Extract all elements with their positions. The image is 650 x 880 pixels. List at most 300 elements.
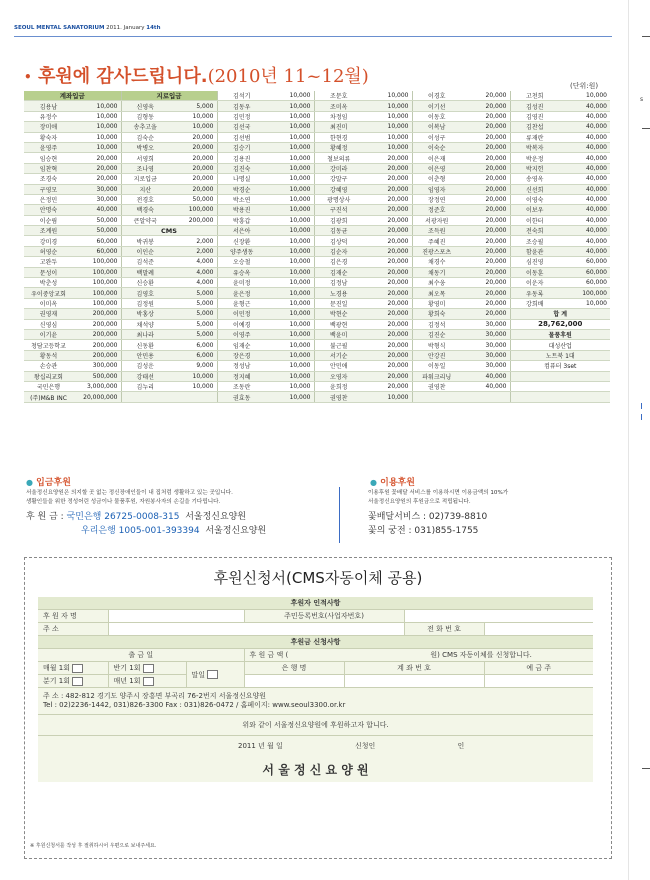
donor-amount: 10,000 (266, 163, 314, 173)
donor-name: 박경순 (217, 184, 266, 194)
donor-amount: 20,000 (363, 361, 412, 371)
donor-amount: 10,000 (73, 142, 121, 152)
donor-amount: 20,000 (461, 122, 510, 132)
donor-name: 김용진 (217, 153, 266, 163)
donor-amount (169, 392, 217, 402)
donor-amount: 40,000 (559, 194, 610, 204)
donor-amount: 10,000 (266, 215, 314, 225)
gutter-blue-mark (641, 403, 642, 409)
donor-name: 안명숙 (24, 205, 73, 215)
donor-amount: 200,000 (73, 340, 121, 350)
donor-amount: 10,000 (266, 122, 314, 132)
donor-name: 차정임 (314, 111, 363, 121)
donor-amount: 10,000 (169, 122, 217, 132)
donor-amount: 10,000 (266, 226, 314, 236)
donor-name: 장미애 (24, 122, 73, 132)
goods-item: 노트북 1대 (510, 350, 610, 360)
donor-name (412, 392, 461, 402)
account-label: 계 좌 번 호 (344, 662, 484, 675)
donor-amount: 2,000 (169, 246, 217, 256)
donor-name: 오영자 (314, 371, 363, 381)
donor-name: 송영옥 (510, 174, 559, 184)
donor-name: 이순림 (24, 215, 73, 225)
donor-amount: 40,000 (559, 122, 610, 132)
donor-name: 황혜정 (314, 142, 363, 152)
donor-amount: 20,000 (73, 153, 121, 163)
donor-amount: 100,000 (73, 288, 121, 298)
donor-name: 김성운 (121, 361, 169, 371)
donor-amount: 20,000 (461, 91, 510, 101)
donor-amount: 10,000 (73, 101, 121, 111)
donor-amount: 10,000 (266, 340, 314, 350)
donor-name: 서기순 (314, 350, 363, 360)
half-checkbox[interactable] (143, 664, 154, 673)
donor-name: 박복자 (510, 142, 559, 152)
account-woori: 우리은행 1005-001-393394 서울정신요양원 (81, 526, 267, 536)
donor-amount: 5,000 (169, 298, 217, 308)
phone-field[interactable] (484, 623, 593, 636)
donor-amount: 20,000 (461, 184, 510, 194)
donor-amount: 10,000 (266, 381, 314, 391)
donor-name: 권효동 (217, 392, 266, 402)
donor-amount: 10,000 (266, 371, 314, 381)
donor-name: 김누리 (121, 381, 169, 391)
org-address: 주 소 : 482-812 경기도 양주시 장흥면 부곡리 76-2번지 서울정신요양원 Tel : 02)2236-1442, 031)826-3300 Fax : 031)826-0472 / 홈페이지: www.seoul3300.or.kr (38, 688, 593, 715)
donor-amount: 10,000 (266, 298, 314, 308)
donor-name: 정성남 (217, 361, 266, 371)
donor-name: 우동록 (510, 288, 559, 298)
donor-name: 이은영 (412, 163, 461, 173)
donor-amount: 10,000 (169, 371, 217, 381)
donor-name: 김형동 (121, 111, 169, 121)
donor-name: 이보우 (510, 205, 559, 215)
donor-name: 강희배 (510, 298, 559, 308)
donor-amount: 20,000 (363, 319, 412, 329)
donor-amount: 10,000 (266, 184, 314, 194)
donor-amount: 20,000 (363, 153, 412, 163)
donor-amount: 10,000 (266, 194, 314, 204)
donor-amount: 10,000 (266, 257, 314, 267)
donor-amount: 10,000 (363, 122, 412, 132)
donor-name (510, 392, 559, 402)
donor-amount: 20,000 (363, 340, 412, 350)
donor-amount: 10,000 (266, 319, 314, 329)
rrn-field[interactable] (404, 610, 593, 623)
gutter-mark (642, 768, 650, 769)
account-kb: 후 원 금 : 국민은행 26725-0008-315 서울정신요양원 (26, 512, 247, 522)
section-divider (339, 487, 340, 543)
donor-amount: 6,000 (169, 350, 217, 360)
donor-name: 박소연 (217, 194, 266, 204)
donor-name: 구진석 (314, 205, 363, 215)
donor-amount: 10,000 (266, 278, 314, 288)
donor-amount: 10,000 (363, 132, 412, 142)
org-name: SEOUL MENTAL SANATORIUM (14, 25, 105, 31)
donor-row (24, 122, 610, 132)
donor-name: 손승관 (24, 361, 73, 371)
form-title: 후원신청서(CMS자동이체 공용) (213, 569, 423, 587)
donor-amount: 5,000 (169, 319, 217, 329)
donor-name: 신영심 (24, 319, 73, 329)
donor-amount: 40,000 (73, 205, 121, 215)
donor-name: 오승철 (217, 257, 266, 267)
donor-row (24, 350, 610, 360)
donor-name (510, 381, 559, 391)
donor-amount: 10,000 (363, 101, 412, 111)
donor-amount: 30,000 (461, 340, 510, 350)
donor-name: 이동훈 (510, 267, 559, 277)
cms-header: CMS (121, 226, 217, 236)
donor-row (24, 215, 610, 225)
donor-name: 김정남 (314, 278, 363, 288)
donor-name: 유승옥 (217, 267, 266, 277)
donor-name (121, 392, 169, 402)
donor-amount: 10,000 (266, 288, 314, 298)
option-quarter[interactable]: 분기 1회 (38, 675, 108, 688)
donor-name: 박춘성 (24, 278, 73, 288)
donor-name: 유정수 (24, 111, 73, 121)
donor-amount: 40,000 (461, 371, 510, 381)
donor-name: 김동균 (314, 226, 363, 236)
donor-name: 청담고등학교 (24, 340, 73, 350)
amount-row[interactable]: 후 원 금 액 ( 원) CMS 자동이체를 신청합니다. (244, 649, 593, 662)
donor-name: 임찬혁 (24, 163, 73, 173)
donor-amount: 40,000 (559, 132, 610, 142)
donor-amount: 100,000 (73, 298, 121, 308)
donor-name: 진광스포츠 (412, 246, 461, 256)
donor-name: 지산 (121, 184, 169, 194)
donor-amount: 50,000 (73, 215, 121, 225)
donor-amount: 50,000 (169, 194, 217, 204)
donor-amount: 30,000 (461, 361, 510, 371)
total-header: 합 계 (510, 309, 610, 319)
donor-amount: 9,000 (169, 361, 217, 371)
option-lastday[interactable]: 말일 (186, 662, 244, 688)
donor-amount: 30,000 (73, 194, 121, 204)
donor-name: 조득원 (412, 226, 461, 236)
donor-amount: 10,000 (266, 142, 314, 152)
donor-name: 박병오 (121, 142, 169, 152)
donor-amount: 20,000 (461, 101, 510, 111)
donor-name: 안민용 (121, 350, 169, 360)
donor-amount: 20,000 (169, 163, 217, 173)
donor-amount: 20,000 (363, 226, 412, 236)
donor-amount: 20,000 (461, 267, 510, 277)
donor-row (24, 174, 610, 184)
bank-field[interactable] (244, 675, 344, 688)
donor-name: 황영미 (412, 298, 461, 308)
donor-amount (559, 371, 610, 381)
donor-amount: 60,000 (559, 267, 610, 277)
donor-row (24, 132, 610, 142)
donor-row (24, 298, 610, 308)
donor-name: 정준호 (412, 205, 461, 215)
donor-name: 이복남 (412, 122, 461, 132)
donor-name: 김숙순 (121, 132, 169, 142)
pledge-text: 위와 같이 서울정신요양원에 후원하고자 합니다. (38, 715, 593, 736)
donor-name: 최진미 (314, 122, 363, 132)
donor-amount: 40,000 (559, 226, 610, 236)
donor-amount: 40,000 (559, 111, 610, 121)
donor-amount: 300,000 (73, 361, 121, 371)
lastday-checkbox[interactable] (207, 670, 218, 679)
donor-amount: 20,000 (363, 236, 412, 246)
donor-amount: 20,000 (363, 278, 412, 288)
donor-amount: 20,000 (363, 267, 412, 277)
donor-name: 이춘형 (412, 174, 461, 184)
donor-amount: 10,000 (266, 132, 314, 142)
donor-amount: 20,000 (363, 309, 412, 319)
donor-name: 이영주 (217, 329, 266, 339)
donor-name: 안강진 (412, 350, 461, 360)
donor-amount: 2,000 (169, 236, 217, 246)
donor-name: 문진일 (314, 298, 363, 308)
donor-amount: 10,000 (363, 392, 412, 402)
address-field[interactable] (108, 623, 404, 636)
gutter-mark (642, 128, 650, 129)
donor-row (24, 246, 610, 256)
donor-name: 구영모 (24, 184, 73, 194)
donor-name: 이성구 (412, 132, 461, 142)
donor-amount: 10,000 (266, 246, 314, 256)
donor-name: 임승현 (24, 153, 73, 163)
form-org-name: 서 울 정 신 요 양 원 (262, 762, 369, 777)
donor-amount: 20,000 (461, 288, 510, 298)
gutter-blue-mark (641, 414, 642, 420)
donor-amount: 20,000 (363, 298, 412, 308)
donor-name: 백광현 (314, 319, 363, 329)
monthly-checkbox[interactable] (72, 664, 83, 673)
donor-amount: 10,000 (73, 122, 121, 132)
donor-amount: 20,000 (363, 246, 412, 256)
form-note: ※ 후원신청서를 작성 후 절취하시어 우편으로 보내주세요. (30, 843, 157, 849)
flower-heading: ● 이용후원 (370, 478, 415, 488)
donor-amount: 200,000 (73, 319, 121, 329)
donor-name: 이민정 (217, 309, 266, 319)
donor-amount: 40,000 (559, 184, 610, 194)
donor-name: 김동우 (217, 101, 266, 111)
donor-row (24, 236, 610, 246)
donor-row (24, 163, 610, 173)
donor-amount: 40,000 (559, 174, 610, 184)
donor-amount: 10,000 (266, 329, 314, 339)
donor-amount: 10,000 (559, 91, 610, 101)
donor-amount: 20,000 (461, 236, 510, 246)
goods-item: 컴퓨터 3set (510, 361, 610, 371)
rrn-label: 주민등록번호(사업자번호) (244, 610, 404, 623)
donor-name: 윤희정 (314, 381, 363, 391)
donor-name: 김정석 (412, 319, 461, 329)
donor-amount: 20,000 (461, 163, 510, 173)
donor-table (24, 91, 610, 403)
donor-amount: 50,000 (73, 226, 121, 236)
donor-name: 문성이 (24, 267, 73, 277)
donor-row (24, 288, 610, 298)
donor-name: 김승기 (217, 142, 266, 152)
donor-amount: 20,000 (169, 142, 217, 152)
donor-name: 김찬섭 (510, 122, 559, 132)
address-label: 주 소 (38, 623, 108, 636)
donor-name: 윤영주 (24, 142, 73, 152)
donor-amount: 20,000 (461, 309, 510, 319)
donor-amount: 10,000 (266, 174, 314, 184)
quarter-checkbox[interactable] (72, 677, 83, 686)
owner-label: 예 금 주 (484, 662, 593, 675)
donor-amount: 20,000 (461, 205, 510, 215)
donor-amount: 30,000 (461, 319, 510, 329)
donor-name: 김석기 (217, 91, 266, 101)
donor-row (24, 278, 610, 288)
donor-row (24, 309, 610, 319)
donor-name: 국민은행 (24, 381, 73, 391)
account-field[interactable] (344, 675, 484, 688)
donor-name: 안민애 (314, 361, 363, 371)
goods-item: 대성산업 (510, 340, 610, 350)
donor-amount: 20,000 (363, 257, 412, 267)
donor-amount: 20,000 (363, 215, 412, 225)
donor-amount: 10,000 (559, 298, 610, 308)
donor-amount: 20,000 (461, 111, 510, 121)
donor-row (24, 184, 610, 194)
donor-name: 김재순 (314, 267, 363, 277)
donor-amount: 200,000 (169, 215, 217, 225)
donor-name: 김성진 (510, 101, 559, 111)
donor-row (24, 267, 610, 277)
donor-row (24, 111, 610, 121)
donor-name: 심진영 (510, 257, 559, 267)
donor-name: 윤미정 (217, 278, 266, 288)
donor-name: 조문호 (314, 91, 363, 101)
donor-name: 서광자원 (412, 215, 461, 225)
donor-name: 우이중앙교회 (24, 288, 73, 298)
donor-name: 이숙순 (412, 142, 461, 152)
donor-name: 채경수 (412, 257, 461, 267)
option-half[interactable]: 반기 1회 (108, 662, 186, 675)
donor-name: 불근필 (314, 340, 363, 350)
donor-amount: 10,000 (169, 111, 217, 121)
donor-name: 큰알약국 (121, 215, 169, 225)
gutter-letter: s (640, 96, 644, 103)
donor-name: 정지혜 (217, 371, 266, 381)
donor-name: 전숙희 (510, 226, 559, 236)
owner-field[interactable] (484, 675, 593, 688)
donor-amount: 5,000 (169, 309, 217, 319)
page-gutter (628, 0, 629, 880)
donor-row (24, 319, 610, 329)
seal-label: 인 (457, 742, 465, 750)
donor-amount: 40,000 (559, 153, 610, 163)
donor-amount (559, 392, 610, 402)
donor-amount: 20,000 (363, 381, 412, 391)
donor-name: 장은경 (217, 350, 266, 360)
donor-amount: 5,000 (169, 101, 217, 111)
donor-row (24, 226, 610, 236)
donor-name (510, 371, 559, 381)
donor-amount: 40,000 (461, 381, 510, 391)
option-monthly[interactable]: 매월 1회 (38, 662, 108, 675)
donor-name: 이은재 (412, 153, 461, 163)
donor-name: 황희숙 (412, 309, 461, 319)
donor-name: 고완두 (24, 257, 73, 267)
donor-name: 신승환 (121, 278, 169, 288)
donor-name: 강말구 (314, 174, 363, 184)
bank-deposit-header: 계좌입금 (24, 91, 121, 101)
donor-name: 철보의류 (314, 153, 363, 163)
donor-name: 이영숙 (510, 194, 559, 204)
donor-amount: 40,000 (559, 101, 610, 111)
donor-amount: 10,000 (266, 267, 314, 277)
donor-amount: 20,000 (363, 163, 412, 173)
donor-amount: 4,000 (169, 267, 217, 277)
total-value: 28,762,000 (510, 319, 610, 329)
donor-name: 김영호 (121, 288, 169, 298)
donor-name: 김석준 (121, 257, 169, 267)
donor-amount: 40,000 (559, 246, 610, 256)
unit-label: (단위:원) (570, 82, 599, 90)
donor-name: 최오목 (412, 288, 461, 298)
donor-name: 권영찬 (314, 392, 363, 402)
donor-name: 양주생동 (217, 246, 266, 256)
donor-name: 박운정 (510, 153, 559, 163)
donor-amount: 40,000 (559, 205, 610, 215)
donor-name: 박흥갑 (217, 215, 266, 225)
page-header (14, 25, 160, 31)
donor-amount: 5,000 (169, 288, 217, 298)
option-year[interactable]: 매년 1회 (108, 675, 186, 688)
donor-amount: 10,000 (266, 392, 314, 402)
donor-name: 주혜진 (412, 236, 461, 246)
goods-header: 물품후원 (510, 329, 610, 339)
bank-label: 은 행 명 (244, 662, 344, 675)
donor-amount: 3,000,000 (73, 381, 121, 391)
donor-amount: 20,000 (461, 132, 510, 142)
section-donation: 후원금 신청사항 (38, 636, 593, 649)
name-field[interactable] (108, 610, 244, 623)
donor-name: 송추고을 (121, 122, 169, 132)
donor-amount: 20,000,000 (73, 392, 121, 402)
donor-name: 조나영 (121, 163, 169, 173)
donor-name: 이예경 (217, 319, 266, 329)
donor-row (24, 101, 610, 111)
year-checkbox[interactable] (143, 677, 154, 686)
donor-amount: 10,000 (266, 153, 314, 163)
donor-amount: 200,000 (73, 350, 121, 360)
donor-row (24, 381, 610, 391)
date-sign-row (38, 736, 593, 757)
deposit-description: 서울정신요양원은 의지할 곳 없는 정신장애인들이 내 집처럼 생활하고 있는 곳입니다. 생활인들을 위한 정성어린 성금이나 물품후원, 자원봉사자의 손길을 기다립니다. (26, 490, 233, 505)
donor-name: 은정민 (24, 194, 73, 204)
donor-name: 한현경 (314, 132, 363, 142)
gutter-mark (642, 36, 650, 37)
donor-amount: 20,000 (363, 174, 412, 184)
donor-name: 박귀봉 (121, 236, 169, 246)
donor-amount: 500,000 (73, 371, 121, 381)
donor-name: 황동석 (24, 350, 73, 360)
donor-amount: 20,000 (363, 205, 412, 215)
donor-amount: 30,000 (73, 184, 121, 194)
donor-row (24, 205, 610, 215)
donor-amount: 20,000 (169, 132, 217, 142)
donor-amount: 30,000 (461, 329, 510, 339)
donor-name: 김선범 (217, 132, 266, 142)
issue-date: 2011. January 14th (106, 25, 161, 31)
donor-amount: 200,000 (73, 309, 121, 319)
donor-name: 서영희 (121, 153, 169, 163)
donor-amount: 20,000 (461, 257, 510, 267)
donor-name: 노경용 (314, 288, 363, 298)
donor-name: 이동일 (412, 361, 461, 371)
donor-amount: 10,000 (266, 101, 314, 111)
